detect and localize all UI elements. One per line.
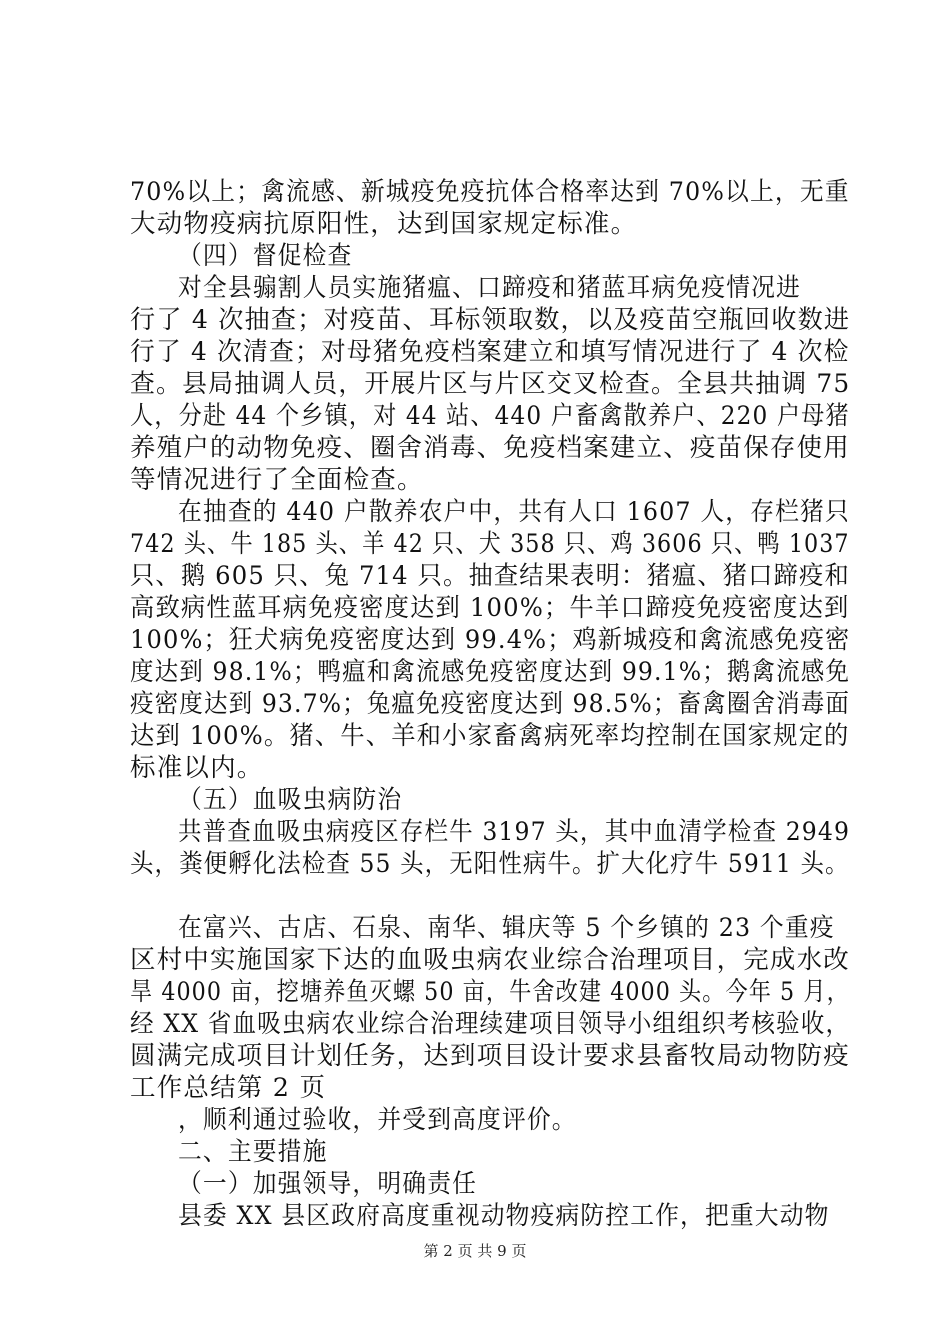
text-line: 标准以内。 — [130, 753, 264, 783]
text-line: 圆满完成项目计划任务，达到项目设计要求县畜牧局动物防疫 — [130, 1041, 850, 1071]
section-heading: （五）血吸虫病防治 — [178, 785, 403, 815]
text-line: 旱 4000 亩，挖塘养鱼灭螺 50 亩，牛舍改建 4000 头。今年 5 月， — [130, 977, 850, 1007]
text-line: 100%；狂犬病免疫密度达到 99.4%；鸡新城疫和禽流感免疫密 — [130, 625, 851, 655]
text-line: 行了 4 次抽查；对疫苗、耳标领取数，以及疫苗空瓶回收数进 — [130, 305, 851, 335]
text-line: 对全县骟割人员实施猪瘟、口蹄疫和猪蓝耳病免疫情况进 — [178, 273, 801, 303]
text-line: 742 头、牛 185 头、羊 42 只、犬 358 只、鸡 3606 只、鸭 1037 — [130, 529, 850, 559]
text-line: 70%以上；禽流感、新城疫免疫抗体合格率达到 70%以上，无重 — [130, 177, 850, 207]
text-line: 只、鹅 605 只、兔 714 只。抽查结果表明：猪瘟、猪口蹄疫和 — [130, 561, 850, 591]
text-line: 在富兴、古店、石泉、南华、辑庆等 5 个乡镇的 23 个重疫 — [178, 913, 835, 943]
text-line: 等情况进行了全面检查。 — [130, 465, 424, 495]
text-line: 县委 XX 县区政府高度重视动物疫病防控工作，把重大动物 — [178, 1201, 830, 1231]
section-heading: 二、主要措施 — [178, 1137, 328, 1167]
text-line: 在抽查的 440 户散养农户中，共有人口 1607 人，存栏猪只 — [178, 497, 850, 527]
text-line: 养殖户的动物免疫、圈舍消毒、免疫档案建立、疫苗保存使用 — [130, 433, 850, 463]
text-line: 行了 4 次清查；对母猪免疫档案建立和填写情况进行了 4 次检 — [130, 337, 850, 367]
text-line: 疫密度达到 93.7%；兔瘟免疫密度达到 98.5%；畜禽圈舍消毒面 — [130, 689, 851, 719]
text-line: 头，粪便孵化法检查 55 头，无阳性病牛。扩大化疗牛 5911 头。 — [130, 849, 850, 879]
text-line: 工作总结第 2 页 — [130, 1073, 327, 1103]
text-line: 人，分赴 44 个乡镇，对 44 站、440 户畜禽散养户、220 户母猪 — [130, 401, 850, 431]
text-line: 大动物疫病抗原阳性，达到国家规定标准。 — [130, 209, 638, 239]
text-line: ，顺利通过验收，并受到高度评价。 — [178, 1105, 577, 1135]
section-heading: （一）加强领导，明确责任 — [178, 1169, 478, 1199]
text-line: 共普查血吸虫病疫区存栏牛 3197 头，其中血清学检查 2949 — [178, 817, 851, 847]
text-line: 查。县局抽调人员，开展片区与片区交叉检查。全县共抽调 75 — [130, 369, 851, 399]
page-footer: 第 2 页 共 9 页 — [423, 1242, 527, 1260]
text-line: 区村中实施国家下达的血吸虫病农业综合治理项目，完成水改 — [130, 945, 850, 975]
text-line: 经 XX 省血吸虫病农业综合治理续建项目领导小组组织考核验收， — [130, 1009, 851, 1039]
section-heading: （四）督促检查 — [178, 241, 353, 271]
text-line: 达到 100%。猪、牛、羊和小家畜禽病死率均控制在国家规定的 — [130, 721, 850, 751]
text-line: 度达到 98.1%；鸭瘟和禽流感免疫密度达到 99.1%；鹅禽流感免 — [130, 657, 851, 687]
text-line: 高致病性蓝耳病免疫密度达到 100%；牛羊口蹄疫免疫密度达到 — [130, 593, 850, 623]
